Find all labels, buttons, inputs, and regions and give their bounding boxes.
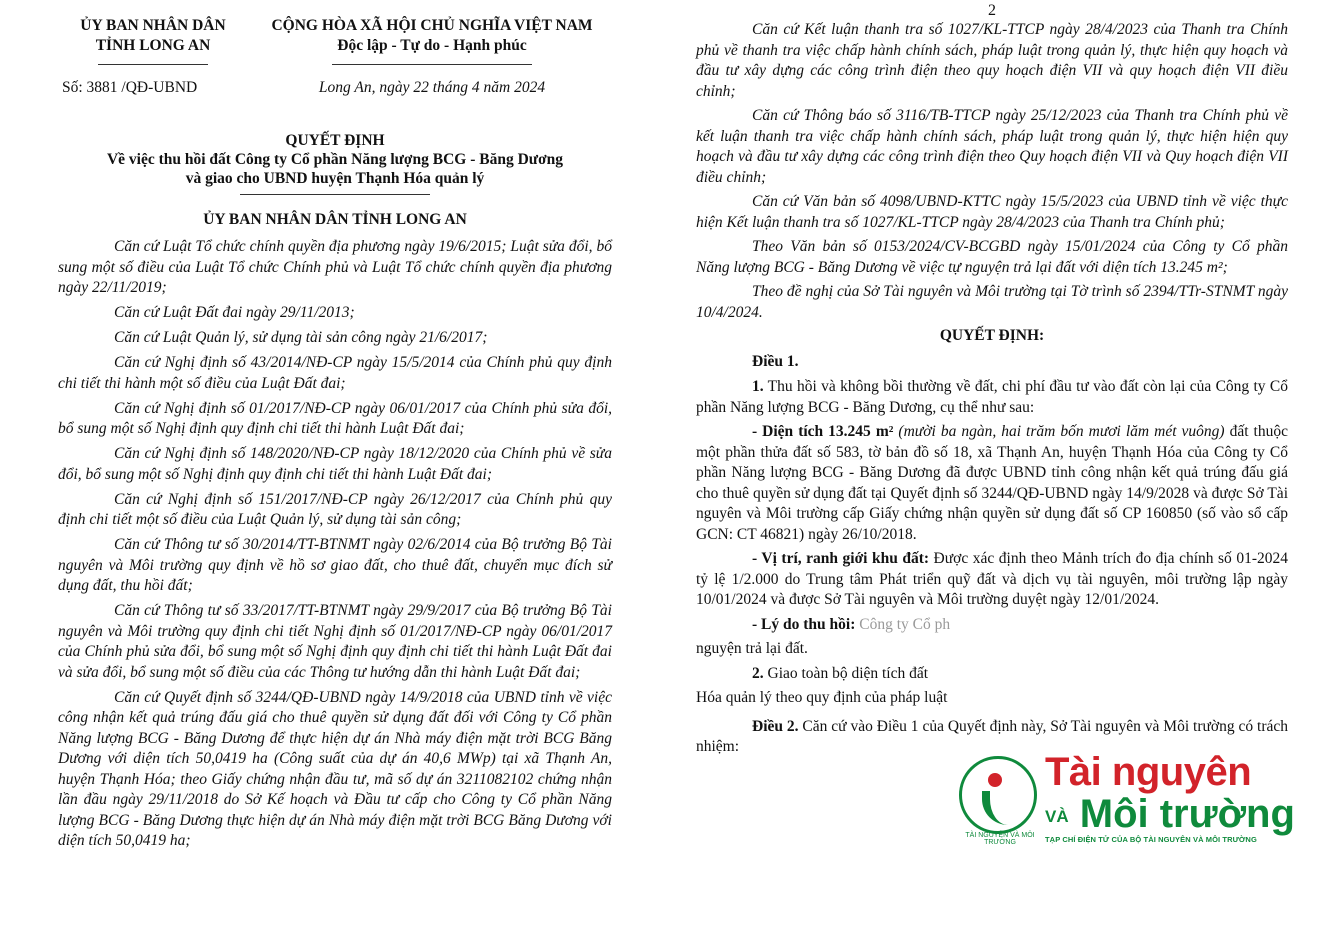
- legal-basis: Căn cứ Nghị định số 01/2017/NĐ-CP ngày 06/01/2017 của Chính phủ sửa đổi, bổ sung một số Nghị định quy định chi tiết thi hành Luật Đất đai;: [58, 399, 612, 437]
- nation-name: CỘNG HÒA XÃ HỘI CHỦ NGHĨA VIỆT NAM: [271, 17, 593, 34]
- watermark-text: [1045, 752, 1295, 844]
- page-number: 2: [988, 2, 996, 19]
- title-divider: [240, 194, 430, 195]
- legal-basis: Căn cứ Luật Đất đai ngày 29/11/2013;: [114, 304, 355, 321]
- legal-basis: Căn cứ Văn bản số 4098/UBND-KTTC ngày 15/5/2023 của UBND tỉnh về việc thực hiện Kết luận thanh tra số 1027/KL-TTCP ngày 28/4/2023 của Thanh tra Chính phủ;: [696, 193, 1288, 231]
- motto: Độc lập - Tự do - Hạnh phúc: [337, 37, 527, 54]
- motto-divider: [332, 64, 532, 65]
- legal-basis: Căn cứ Luật Tổ chức chính quyền địa phương ngày 19/6/2015; Luật sửa đổi, bổ sung một số điều của Luật Tổ chức Chính phủ và Luật Tổ chức chính quyền địa phương ngày 22/11/2019;: [58, 238, 612, 296]
- page2-body: [696, 20, 1288, 758]
- reason-clause: [696, 615, 1288, 636]
- legal-basis: Căn cứ Nghị định số 151/2017/NĐ-CP ngày 26/12/2017 của Chính phủ quy định chi tiết một số điều của Luật Quản lý, sử dụng tài sản công;: [58, 490, 612, 528]
- watermark-va: VÀ: [1045, 806, 1069, 826]
- authority-heading: ỦY BAN NHÂN DÂN TỈNH LONG AN: [203, 211, 467, 228]
- legal-basis: Căn cứ Quyết định số 3244/QĐ-UBND ngày 14/9/2018 của UBND tỉnh về việc công nhận kết quả trúng đấu giá cho thuê quyền sử dụng đất đối với Công ty Cổ phần Năng lượng BCG - Băng Dương để thực hiện dự án Nhà máy điện mặt trời BCG Băng Dương với diện tích 50,0419 ha (Công suất của dự án 40,6 MWp) tại xã Thạnh An, huyện Thạnh Hóa; theo Giấy chứng nhận đầu tư, mã số dự án 3211082102 chứng nhận lần đầu ngày 29/11/2018 do Sở Kế hoạch và Đầu tư cấp cho Công ty Cổ phần Năng lượng BCG - Băng Dương thực hiện dự án Nhà máy điện mặt trời BCG Băng Dương với diện tích 50,0419 ha;: [58, 688, 612, 849]
- national-motto: [252, 16, 612, 65]
- reason-continuation: nguyện trả lại đất.: [696, 640, 808, 657]
- legal-basis: Căn cứ Nghị định số 148/2020/NĐ-CP ngày 18/12/2020 của Chính phủ về sửa đổi, bổ sung một số Nghị định quy định chi tiết thi hành Luật Đất đai;: [58, 445, 612, 483]
- agency-divider: [98, 64, 208, 65]
- article-1-clause-2: [696, 664, 1288, 685]
- publisher-watermark: [959, 752, 1299, 847]
- article-2-text: Căn cứ vào Điều 1 của Quyết định này, Sở Tài nguyên và Môi trường có trách nhiệm:: [696, 717, 1288, 755]
- legal-basis: Căn cứ Thông tư số 30/2014/TT-BTNMT ngày 02/6/2014 của Bộ trưởng Bộ Tài nguyên và Môi trường quy định về hồ sơ giao đất, cho thuê đất, chuyển mục đích sử dụng đất, thu hồi đất;: [58, 536, 612, 594]
- document-title: QUYẾT ĐỊNH: [285, 132, 385, 149]
- document-meta: [58, 79, 612, 97]
- publisher-logo-icon: [959, 756, 1037, 834]
- document-number: Số: 3881 /QĐ-UBND: [62, 79, 198, 96]
- area-clause: [696, 422, 1288, 545]
- location-clause: [696, 549, 1288, 611]
- document-subtitle-2: và giao cho UBND huyện Thạnh Hóa quản lý: [185, 170, 485, 187]
- legal-basis: Căn cứ Kết luận thanh tra số 1027/KL-TTCP ngày 28/4/2023 của Thanh tra Chính phủ về thanh tra việc chấp hành chính sách, pháp luật trong quản lý, thực hiện quy hoạch và đầu tư xây dựng các công trình điện theo quy hoạch điện VII và quy hoạch điện VII điều chỉnh;: [696, 21, 1288, 100]
- legal-basis: Căn cứ Luật Quản lý, sử dụng tài sản công ngày 21/6/2017;: [114, 329, 488, 346]
- document-title-block: [58, 131, 612, 195]
- document-subtitle-1: Về việc thu hồi đất Công ty Cổ phần Năng lượng BCG - Băng Dương: [106, 151, 564, 168]
- legal-bases-list: [58, 237, 612, 852]
- agency-line-2: TỈNH LONG AN: [95, 37, 211, 54]
- clause-text: Thu hồi và không bồi thường về đất, chi phí đầu tư vào đất còn lại của Công ty Cổ phần Năng lượng BCG - Băng Dương, cụ thể như sau:: [696, 378, 1288, 416]
- reason-label: - Lý do thu hồi:: [752, 615, 856, 633]
- clause-2-continuation: Hóa quản lý theo quy định của pháp luật: [696, 689, 948, 706]
- logo-badge-text: TÀI NGUYÊN VÀ MÔI TRƯỜNG: [965, 832, 1035, 846]
- legal-basis: Theo đề nghị của Sở Tài nguyên và Môi trường tại Tờ trình số 2394/TTr-STNMT ngày 10/4/2024.: [696, 283, 1288, 321]
- clause-number: 2.: [752, 664, 764, 682]
- location-label: - Vị trí, ranh giới khu đất:: [752, 550, 930, 567]
- area-text: đất thuộc một phần thửa đất số 583, tờ bản đồ số 18, xã Thạnh An, huyện Thạnh Hóa của Công ty Cổ phần Năng lượng BCG - Băng Dương đã được UBND tỉnh công nhận kết quả trúng đấu giá cho thuê quyền sử dụng đất tại Quyết định số 3244/QĐ-UBND ngày 14/9/2028 và được Sở Tài nguyên và Môi trường cấp Giấy chứng nhận quyền sử dụng đất số CP 160850 (số vào sổ cấp GCN: CT 46821) ngày 26/10/2018.: [696, 423, 1288, 543]
- decision-heading: QUYẾT ĐỊNH:: [939, 327, 1045, 344]
- watermark-line-2: [1045, 794, 1295, 834]
- legal-basis: Căn cứ Nghị định số 43/2014/NĐ-CP ngày 15/5/2014 của Chính phủ quy định chi tiết thi hành một số điều của Luật Đất đai;: [58, 354, 612, 392]
- clause-text: Giao toàn bộ diện tích đất: [763, 664, 929, 682]
- legal-basis: Căn cứ Thông báo số 3116/TB-TTCP ngày 25/12/2023 của Thanh tra Chính phủ về kết luận thanh tra việc chấp hành chính sách, pháp luật trong quản lý, thực hiện hiện quy hoạch và đầu tư xây dựng các công trình điện theo Quy hoạch điện VII và Quy hoạch điện VII điều chỉnh;: [696, 107, 1288, 186]
- watermark-tagline: TẠP CHÍ ĐIỆN TỬ CỦA BỘ TÀI NGUYÊN VÀ MÔI TRƯỜNG: [1045, 835, 1257, 844]
- article-1-heading: Điều 1.: [752, 353, 799, 370]
- reason-text: Công ty Cổ ph: [855, 615, 951, 633]
- watermark-line-2-text: Môi trường: [1079, 792, 1295, 836]
- location-text: Được xác định theo Mảnh trích đo địa chính số 01-2024 tỷ lệ 1/2.000 do Trung tâm Phát triển quỹ đất và dịch vụ tài nguyên, môi trường lập ngày 10/01/2024 và được Sở Tài nguyên và Môi trường duyệt ngày 12/01/2024.: [696, 550, 1288, 608]
- clause-number: 1.: [752, 378, 764, 395]
- area-label: - Diện tích 13.245 m²: [752, 423, 894, 440]
- agency-line-1: ỦY BAN NHÂN DÂN: [80, 17, 226, 34]
- legal-basis: Theo Văn bản số 0153/2024/CV-BCGBD ngày 15/01/2024 của Công ty Cổ phần Năng lượng BCG - Băng Dương về việc tự nguyện trả lại đất với diện tích 13.245 m²;: [696, 238, 1288, 276]
- issuing-agency: [58, 16, 248, 65]
- legal-basis: Căn cứ Thông tư số 33/2017/TT-BTNMT ngày 29/9/2017 của Bộ trưởng Bộ Tài nguyên và Môi trường quy định chi tiết Nghị định số 01/2017/NĐ-CP ngày 06/01/2017 của Chính phủ sửa đổi, bổ sung một số Nghị định quy định chi tiết thi hành Luật Đất đai và sửa đổi, bổ sung một số điều của các Thông tư hướng dẫn thi hành Luật Đất đai;: [58, 602, 612, 681]
- document-date: Long An, ngày 22 tháng 4 năm 2024: [318, 79, 546, 96]
- article-1-clause-1: [696, 377, 1288, 418]
- document-header: [58, 16, 612, 65]
- document-page-2: [664, 0, 1328, 942]
- area-words: (mười ba ngàn, hai trăm bốn mươi lăm mét vuông): [893, 423, 1225, 440]
- article-2-heading: Điều 2.: [752, 717, 799, 735]
- watermark-line-1: Tài nguyên: [1045, 750, 1252, 794]
